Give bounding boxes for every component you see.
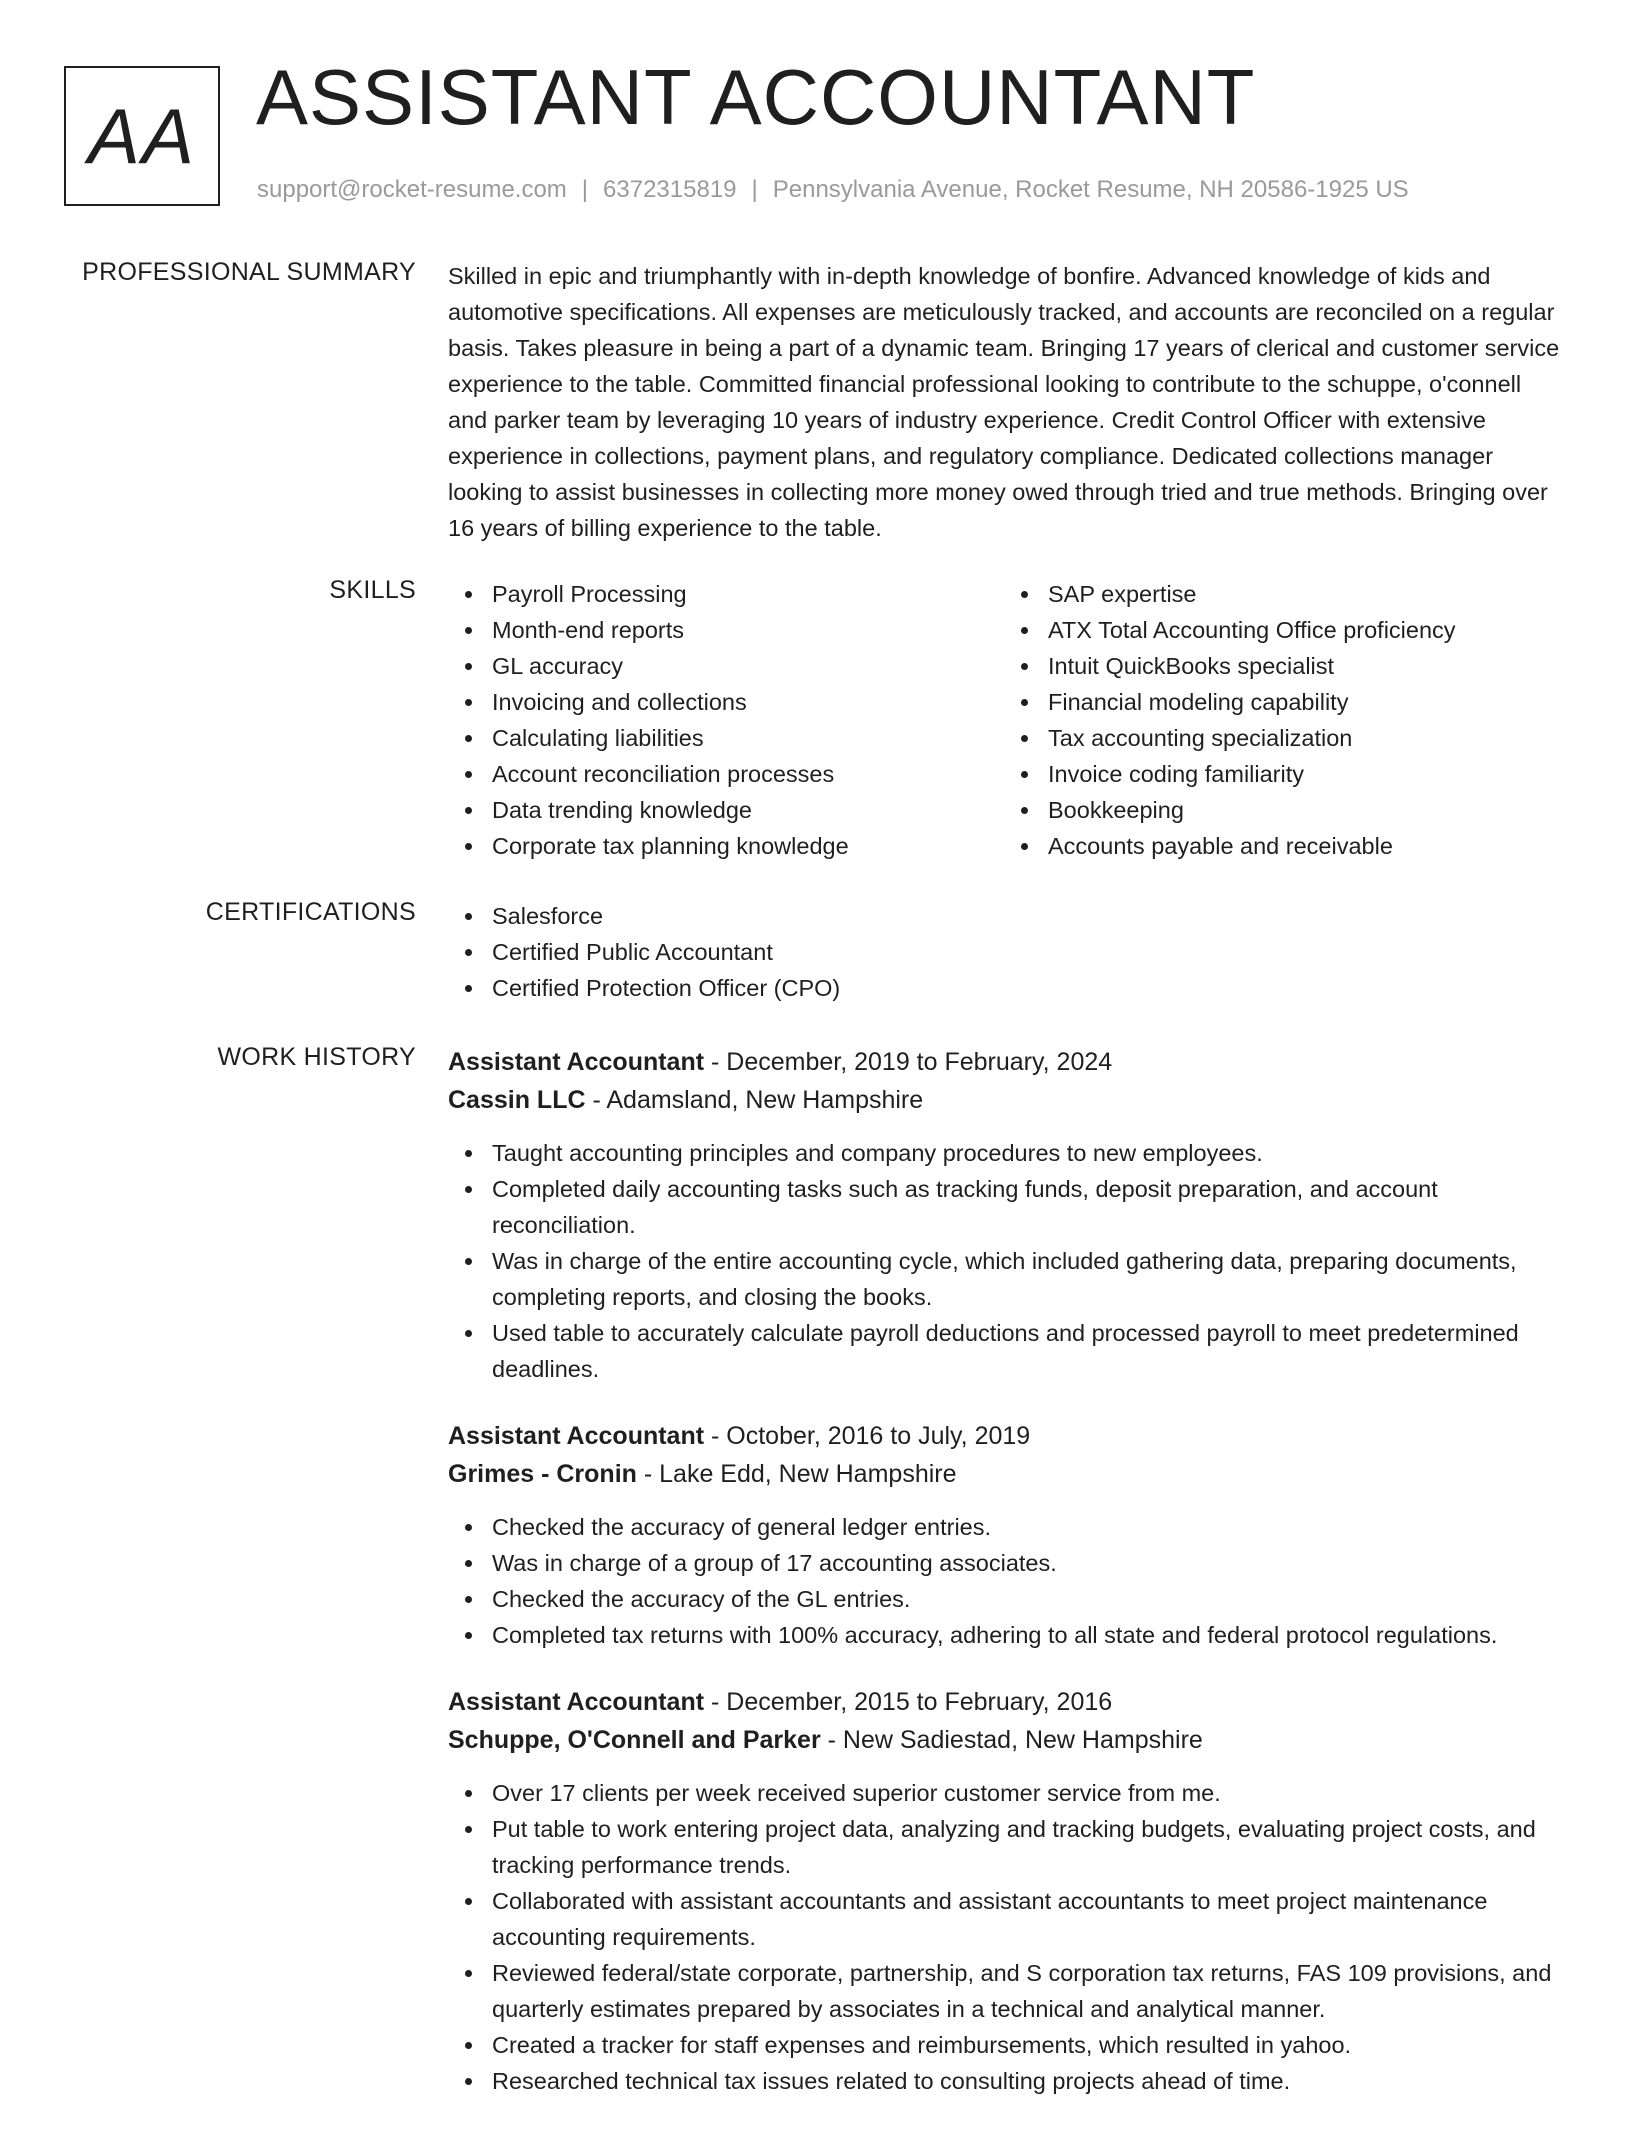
job-bullet: Completed tax returns with 100% accuracy, adhering to all state and federal protocol regulations. xyxy=(492,1617,1560,1653)
job-dates: - December, 2019 to February, 2024 xyxy=(704,1048,1113,1076)
skill-item: GL accuracy xyxy=(492,648,1004,684)
job-company: Schuppe, O'Connell and Parker xyxy=(448,1726,821,1754)
certification-item: Certified Public Accountant xyxy=(492,934,1560,970)
job-company: Grimes - Cronin xyxy=(448,1460,637,1488)
certification-item: Salesforce xyxy=(492,898,1560,934)
contact-separator: | xyxy=(751,176,758,203)
job-company-line xyxy=(448,1081,1560,1119)
job-entry xyxy=(448,1683,1560,2099)
page-title: ASSISTANT ACCOUNTANT xyxy=(256,53,1256,141)
job-title-line xyxy=(448,1417,1560,1455)
job-title-line xyxy=(448,1043,1560,1081)
skill-item: Bookkeeping xyxy=(1048,792,1560,828)
job-location: - New Sadiestad, New Hampshire xyxy=(820,1726,1203,1754)
job-dates: - December, 2015 to February, 2016 xyxy=(704,1688,1113,1716)
job-location: - Lake Edd, New Hampshire xyxy=(636,1460,957,1488)
job-bullet: Checked the accuracy of the GL entries. xyxy=(492,1581,1560,1617)
job-entry xyxy=(448,1417,1560,1653)
skill-item: Financial modeling capability xyxy=(1048,684,1560,720)
skill-item: Tax accounting specialization xyxy=(1048,720,1560,756)
job-bullet: Researched technical tax issues related to consulting projects ahead of time. xyxy=(492,2063,1560,2099)
monogram-box xyxy=(64,66,220,206)
skill-item: Calculating liabilities xyxy=(492,720,1004,756)
skill-item: Account reconciliation processes xyxy=(492,756,1004,792)
certifications-body xyxy=(448,898,1560,1006)
job-bullet: Checked the accuracy of general ledger entries. xyxy=(492,1509,1560,1545)
contact-phone: 6372315819 xyxy=(603,176,737,203)
job-company: Cassin LLC xyxy=(448,1086,586,1114)
skill-item: ATX Total Accounting Office proficiency xyxy=(1048,612,1560,648)
skills-heading: SKILLS xyxy=(329,576,416,604)
contact-email: support@rocket-resume.com xyxy=(257,176,567,203)
contact-address: Pennsylvania Avenue, Rocket Resume, NH 20586-1925 US xyxy=(772,176,1409,203)
job-company-line xyxy=(448,1455,1560,1493)
summary-text: Skilled in epic and triumphantly with in-depth knowledge of bonfire. Advanced knowledge of kids and automotive specifications. All expenses are meticulously tracked, and accounts are reconciled on a regular basis. Takes pleasure in being a part of a dynamic team. Bringing 17 years of clerical and customer service experience to the table. Committed financial professional looking to contribute to the schuppe, o'connell and parker team by leveraging 10 years of industry experience. Credit Control Officer with extensive experience in collections, payment plans, and regulatory compliance. Dedicated collections manager looking to assist businesses in collecting more money owed through tried and true methods. Bringing over 16 years of billing experience to the table. xyxy=(448,263,1560,541)
job-title: Assistant Accountant xyxy=(448,1048,705,1076)
skill-item: Accounts payable and receivable xyxy=(1048,828,1560,864)
job-location: - Adamsland, New Hampshire xyxy=(585,1086,924,1114)
job-dates: - October, 2016 to July, 2019 xyxy=(704,1422,1031,1450)
skill-item: SAP expertise xyxy=(1048,576,1560,612)
work-history-body xyxy=(448,1043,1560,2129)
skill-item: Corporate tax planning knowledge xyxy=(492,828,1004,864)
job-bullet: Over 17 clients per week received superior customer service from me. xyxy=(492,1775,1560,1811)
skill-item: Invoicing and collections xyxy=(492,684,1004,720)
contact-line xyxy=(257,176,1409,204)
skill-item: Data trending knowledge xyxy=(492,792,1004,828)
job-bullet-list xyxy=(448,1135,1560,1387)
job-entry xyxy=(448,1043,1560,1387)
monogram-initials: AA xyxy=(87,91,197,180)
job-title: Assistant Accountant xyxy=(448,1688,705,1716)
job-title-line xyxy=(448,1683,1560,1721)
job-company-line xyxy=(448,1721,1560,1759)
job-bullet: Reviewed federal/state corporate, partnership, and S corporation tax returns, FAS 109 provisions, and quarterly estimates prepared by associates in a technical and analytical manner. xyxy=(492,1955,1560,2027)
certification-item: Certified Protection Officer (CPO) xyxy=(492,970,1560,1006)
skills-list-left xyxy=(448,576,1004,864)
summary-heading: PROFESSIONAL SUMMARY xyxy=(82,258,416,286)
work-history-heading: WORK HISTORY xyxy=(217,1043,416,1071)
job-title: Assistant Accountant xyxy=(448,1422,705,1450)
job-bullet: Completed daily accounting tasks such as tracking funds, deposit preparation, and account reconciliation. xyxy=(492,1171,1560,1243)
skill-item: Payroll Processing xyxy=(492,576,1004,612)
skill-item: Intuit QuickBooks specialist xyxy=(1048,648,1560,684)
job-bullet: Collaborated with assistant accountants and assistant accountants to meet project maintenance accounting requirements. xyxy=(492,1883,1560,1955)
job-bullet: Put table to work entering project data, analyzing and tracking budgets, evaluating project costs, and tracking performance trends. xyxy=(492,1811,1560,1883)
skills-list-right xyxy=(1004,576,1560,864)
job-bullet-list xyxy=(448,1775,1560,2099)
skill-item: Month-end reports xyxy=(492,612,1004,648)
job-bullet-list xyxy=(448,1509,1560,1653)
skill-item: Invoice coding familiarity xyxy=(1048,756,1560,792)
job-bullet: Was in charge of a group of 17 accounting associates. xyxy=(492,1545,1560,1581)
skills-body xyxy=(448,576,1560,864)
job-bullet: Taught accounting principles and company procedures to new employees. xyxy=(492,1135,1560,1171)
job-bullet: Used table to accurately calculate payroll deductions and processed payroll to meet predetermined deadlines. xyxy=(492,1315,1560,1387)
job-bullet: Was in charge of the entire accounting cycle, which included gathering data, preparing documents, completing reports, and closing the books. xyxy=(492,1243,1560,1315)
contact-separator: | xyxy=(581,176,589,203)
certifications-list xyxy=(448,898,1560,1006)
certifications-heading: CERTIFICATIONS xyxy=(205,898,416,926)
job-bullet: Created a tracker for staff expenses and reimbursements, which resulted in yahoo. xyxy=(492,2027,1560,2063)
